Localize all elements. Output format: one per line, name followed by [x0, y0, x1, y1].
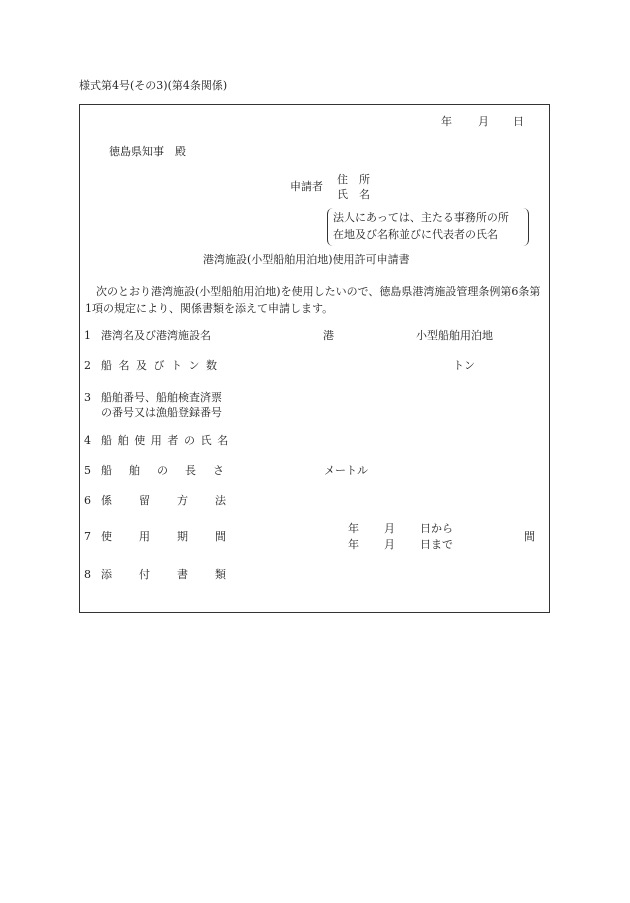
- period-to-year: 年: [348, 538, 359, 551]
- item-7-number: 7: [84, 530, 91, 543]
- corporate-note-line1: 法人にあっては、主たる事務所の所: [333, 211, 509, 224]
- period-to-day: 日まで: [420, 538, 453, 551]
- item-4-number: 4: [84, 434, 91, 447]
- item-8-number: 8: [84, 568, 91, 581]
- item-3-label-line2: の番号又は漁船登録番号: [101, 406, 222, 419]
- item-5-number: 5: [84, 464, 91, 477]
- corporate-note-line2: 在地及び名称並びに代表者の氏名: [333, 228, 498, 241]
- item-2-label: 船名及びトン数: [101, 359, 224, 372]
- item-2-tonnage-unit: トン: [453, 359, 475, 372]
- item-1-label: 港湾名及び港湾施設名: [101, 329, 211, 342]
- item-1-port: 港: [323, 329, 334, 342]
- date-year: 年: [441, 115, 452, 128]
- name-label: 氏 名: [337, 188, 370, 201]
- applicant-label: 申請者: [290, 180, 323, 193]
- item-7-label: 使用期間: [101, 530, 253, 543]
- form-title: 港湾施設(小型船舶用泊地)使用許可申請書: [203, 253, 410, 266]
- item-6-label: 係留方法: [101, 494, 253, 507]
- item-2-number: 2: [84, 359, 91, 372]
- period-to-month: 月: [384, 538, 395, 551]
- item-6-number: 6: [84, 494, 91, 507]
- address-label: 住 所: [337, 173, 370, 186]
- period-from-day: 日から: [420, 522, 453, 535]
- item-8-label: 添付書類: [101, 568, 253, 581]
- addressee: 徳島県知事 殿: [109, 145, 186, 158]
- item-4-label: 船舶使用者の氏名: [101, 434, 234, 447]
- body-paragraph: 次のとおり港湾施設(小型船舶用泊地)を使用したいので、徳島県港湾施設管理条例第6条第1項の規定により、関係書類を添えて申請します。: [85, 285, 541, 316]
- period-from-year: 年: [348, 522, 359, 535]
- item-3-label-line1: 船舶番号、船舶検査済票: [101, 391, 222, 404]
- date-day: 日: [513, 115, 524, 128]
- period-duration-suffix: 間: [524, 530, 535, 543]
- date-month: 月: [478, 115, 489, 128]
- form-number-label: 様式第4号(その3)(第4条関係): [79, 79, 228, 92]
- period-from-month: 月: [384, 522, 395, 535]
- item-5-length-unit: メートル: [324, 464, 368, 477]
- item-3-number: 3: [84, 391, 91, 404]
- item-5-label: 船舶の長さ: [101, 464, 241, 477]
- item-1-facility: 小型船舶用泊地: [416, 329, 493, 342]
- item-1-number: 1: [84, 329, 91, 342]
